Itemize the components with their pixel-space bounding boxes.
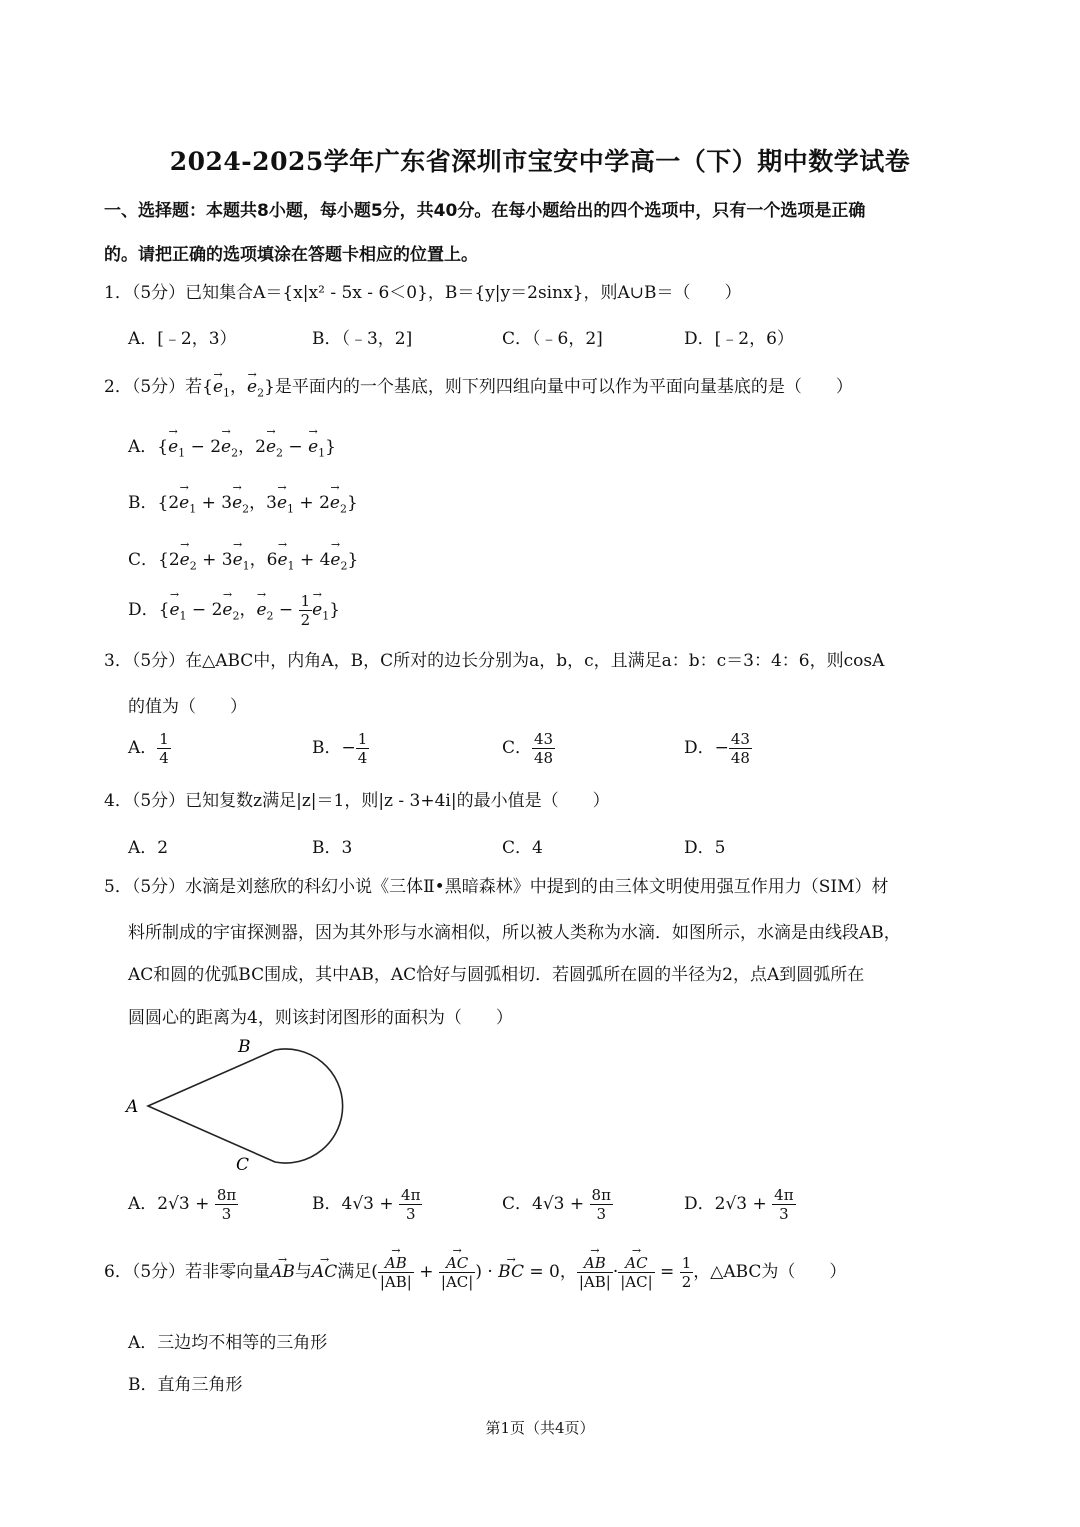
q5-option-d: D．2√3 + $\frac{4\pi}{3}$	[684, 1186, 794, 1223]
q2-option-c-label: C．	[128, 550, 159, 570]
q2-stem-prefix: 2．（5分）若{	[104, 377, 213, 397]
q1-option-d: D．[﹣2，6）	[684, 329, 794, 349]
q3-option-a: A． $\frac{1}{4}$	[128, 730, 169, 767]
question-3-stem-cont: 的值为（ ）	[128, 697, 247, 717]
q1-option-c: C．（﹣6，2]	[502, 329, 603, 349]
question-1-stem: 1．（5分）已知集合A＝{x|x² - 5x - 6＜0}，B＝{y|y＝2sinx}，则A∪B＝（ ）	[104, 283, 742, 303]
q4-option-d: D．5	[684, 838, 726, 858]
question-4-stem: 4．（5分）已知复数z满足|z|＝1，则|z - 3+4i|的最小值是（ ）	[104, 791, 610, 811]
q1-option-b: B．（﹣3，2]	[312, 329, 413, 349]
q2-option-b-label: B．	[128, 493, 158, 513]
q4-option-c: C．4	[502, 838, 543, 858]
q2-option-b: B．{$2\to e_1 + 3\to e_2$，$3\to e_1 + 2\to e_2$}	[128, 488, 358, 515]
q2-option-d: D．{→ $e_1 - 2\to e_2$，→ $e_2$ − $\frac{1}{2}$ → $e_1$}	[128, 592, 340, 629]
q3-option-d: D．− $\frac{43}{48}$	[684, 730, 750, 767]
q6-option-a: A．三边均不相等的三角形	[128, 1333, 328, 1353]
question-5-line1: 5．（5分）水滴是刘慈欣的科幻小说《三体Ⅱ•黑暗森林》中提到的由三体文明使用强互作用力（SIM）材	[104, 877, 889, 897]
question-5-line2: 料所制成的宇宙探测器，因为其外形与水滴相似，所以被人类称为水滴．如图所示，水滴是由线段AB，	[128, 923, 901, 943]
figure-label-c: C	[236, 1155, 250, 1175]
figure-label-b: B	[238, 1037, 251, 1057]
q2-option-a: A．{→ $e_1 - 2\to e_2$，$2\to e_2$ − → $e_1$}	[128, 432, 336, 459]
vector-e2: → e	[247, 376, 257, 398]
question-5-line4: 圆圆心的距离为4，则该封闭图形的面积为（ ）	[128, 1008, 513, 1028]
vector-e1: → e	[213, 376, 223, 398]
q5-option-a: A．2√3 + $\frac{8\pi}{3}$	[128, 1186, 237, 1223]
page-title: 2024-2025学年广东省深圳市宝安中学高一（下）期中数学试卷	[169, 147, 911, 176]
question-3-stem: 3．（5分）在△ABC中，内角A，B，C所对的边长分别为a，b，c，且满足a：b：c＝3：4：6，则cosA	[104, 651, 885, 671]
q2-option-c: C．{$2\to e_2 + 3\to e_1$，$6\to e_1 + 4\to e_2$}	[128, 545, 358, 572]
question-6-stem: 6．（5分）若非零向量→ AB与→ AC满足( → $\frac{AB}{|AB|}$ + → $\frac{AC}{|AC|}$ ) · → BC = 0， → $\frac{AB}{|AB|}$ · → $\frac{AC}{|AC|}$ = $\frac{1}{2}$ ，△ABC为（ ）	[104, 1252, 984, 1292]
water-drop-figure	[120, 1030, 350, 1180]
water-drop-shape	[148, 1049, 343, 1163]
section-heading-line2: 的。请把正确的选项填涂在答题卡相应的位置上。	[104, 245, 478, 265]
page-footer: 第1页（共4页）	[485, 1419, 595, 1437]
figure-label-a: A	[126, 1097, 139, 1117]
q3-option-b: B．− $\frac{1}{4}$	[312, 730, 368, 767]
section-heading-line1: 一、选择题：本题共8小题，每小题5分，共40分。在每小题给出的四个选项中，只有一个选项是正确	[104, 201, 866, 221]
q6-option-b: B．直角三角形	[128, 1375, 243, 1395]
q1-option-a: A．[﹣2，3）	[128, 329, 237, 349]
q5-option-b: B．4√3 + $\frac{4\pi}{3}$	[312, 1186, 421, 1223]
q3-option-c: C． $\frac{43}{48}$	[502, 730, 554, 767]
q2-option-d-label: D．	[128, 600, 159, 620]
q2-stem-suffix: }是平面内的一个基底，则下列四组向量中可以作为平面向量基底的是（ ）	[264, 377, 853, 397]
q5-option-c: C．4√3 + $\frac{8\pi}{3}$	[502, 1186, 611, 1223]
q4-option-a: A．2	[128, 838, 169, 858]
q2-option-a-label: A．	[128, 437, 158, 457]
question-5-line3: AC和圆的优弧BC围成，其中AB，AC恰好与圆弧相切．若圆弧所在圆的半径为2，点A到圆弧所在	[128, 965, 865, 985]
q4-option-b: B．3	[312, 838, 353, 858]
question-2-stem: 2．（5分）若{→ $e_1$，→ $e_2$}是平面内的一个基底，则下列四组向量中可以作为平面向量基底的是（ ）	[104, 376, 984, 404]
